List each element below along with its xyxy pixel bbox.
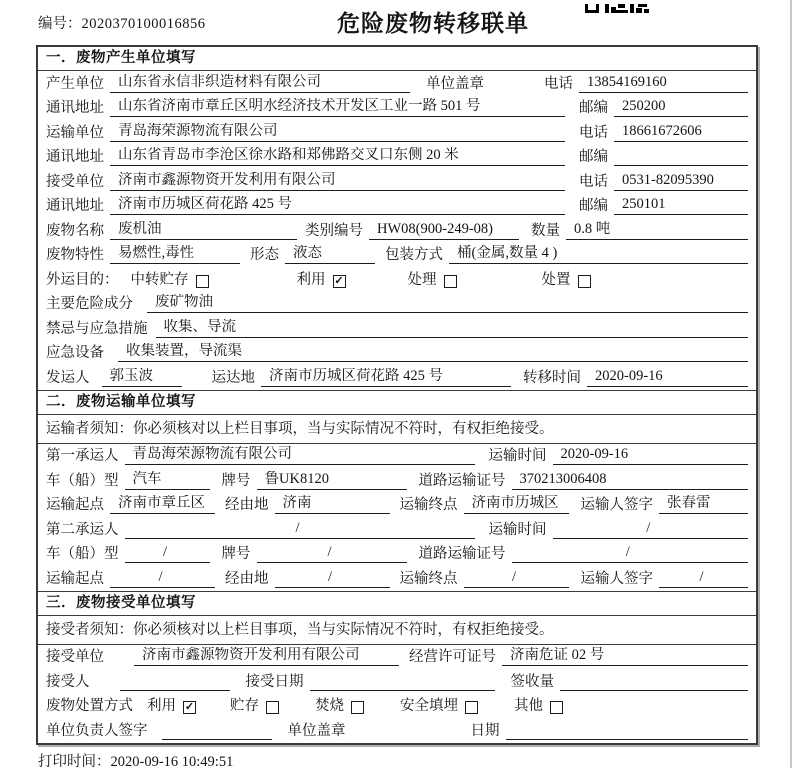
form-row: [38, 169, 756, 194]
section-3: [38, 591, 756, 743]
field-label: 车（船）型: [46, 546, 119, 562]
field-label: 运输起点: [46, 497, 104, 513]
field-label: 运输终点: [399, 497, 458, 513]
field-value: 山东省济南市章丘区明水经济技术开发区工业一路 501 号: [110, 98, 565, 117]
field-label: 邮编: [579, 100, 608, 116]
checkbox-checked-icon: ✓: [334, 274, 344, 287]
form-row: [38, 493, 756, 518]
checkbox-unchecked-icon: [266, 701, 279, 714]
print-time-value: 2020-09-16 10:49:51: [110, 754, 234, 770]
form-row: [38, 542, 756, 567]
field-label: 废物特性: [46, 247, 104, 263]
field-value: 山东省永信非织造材料有限公司: [110, 74, 410, 93]
field-value: 液态: [285, 245, 375, 264]
form-row: [38, 444, 756, 469]
form-row: [38, 694, 756, 719]
field-value: [614, 149, 748, 166]
field-label: 产生单位: [46, 75, 104, 92]
form-row: [38, 267, 756, 292]
checkbox-label: 中转贮存: [130, 271, 189, 288]
section-notice: 运输者须知：你必须核对以上栏目事项，当与实际情况不符时，有权拒绝接受。: [38, 415, 756, 444]
form-row: [38, 292, 756, 317]
field-value: 0.8 吨: [566, 221, 748, 240]
checkbox-unchecked-icon: [444, 275, 457, 288]
field-label: 禁忌与应急措施: [46, 320, 148, 337]
checkbox-unchecked-icon: [578, 275, 591, 288]
form-row: [38, 243, 756, 268]
field-label: 单位负责人签字: [46, 722, 148, 739]
field-value: 废矿物油: [147, 294, 748, 313]
field-value: /: [257, 544, 407, 563]
form-row: [38, 341, 756, 366]
field-value: [560, 674, 748, 691]
field-label: 接受日期: [245, 673, 304, 690]
field-value: 青岛海荣源物流有限公司: [125, 446, 475, 465]
field-label: 单位盖章: [287, 722, 346, 739]
checkbox-unchecked-icon: [351, 701, 364, 714]
section-heading: 二．废物运输单位填写: [38, 391, 756, 415]
section-heading: 三．废物接受单位填写: [38, 592, 756, 616]
field-label: 邮编: [579, 198, 608, 214]
field-label: 电话: [544, 75, 573, 92]
field-value: 370213006408: [512, 471, 749, 490]
form-row: [38, 71, 756, 96]
checkbox-label: 焚烧: [315, 698, 344, 714]
field-label: 应急设备: [46, 345, 104, 361]
field-value: 济南市鑫源物资开发利用有限公司: [110, 172, 565, 191]
field-label: 外运目的：: [46, 271, 119, 288]
field-value: 汽车: [125, 471, 210, 490]
field-label: 第二承运人: [46, 521, 119, 538]
form-box: [36, 45, 758, 745]
field-value: [162, 723, 272, 740]
field-label: 电话: [579, 173, 608, 190]
field-value: 18661672606: [614, 123, 748, 142]
field-label: 签收量: [510, 673, 554, 690]
field-label: 通讯地址: [46, 100, 104, 116]
field-value: /: [512, 544, 749, 563]
checkbox-label: 处理: [407, 271, 437, 288]
form-row: [38, 669, 756, 694]
field-value: /: [275, 569, 390, 588]
checkbox-label: 其他: [514, 698, 543, 714]
field-value: /: [110, 569, 215, 588]
form-row: [38, 96, 756, 121]
field-value: 收集、导流: [156, 319, 749, 338]
field-value: 2020-09-16: [553, 446, 749, 465]
field-label: 经营许可证号: [409, 649, 496, 665]
field-label: 牌号: [221, 546, 251, 562]
field-label: 经由地: [225, 497, 269, 513]
field-value: 济南市鑫源物资开发利用有限公司: [134, 647, 399, 666]
field-label: 道路运输证号: [418, 546, 506, 562]
form-title: 危险废物转移联单: [337, 11, 529, 36]
checkbox-label: 安全填埋: [400, 698, 458, 714]
print-time-label: 打印时间：: [38, 754, 111, 770]
page-right-edge: [790, 0, 792, 768]
field-label: 运输时间: [488, 521, 547, 538]
section-notice: 接受者须知：你必须核对以上栏目事项，当与实际情况不符时，有权拒绝接受。: [38, 616, 756, 645]
field-label: 接受单位: [46, 649, 104, 665]
form-row: [38, 365, 756, 390]
field-label: 运输人签字: [580, 497, 653, 513]
field-label: 废物处置方式: [46, 698, 133, 714]
field-value: 250101: [614, 196, 748, 215]
serial-label: 编号：: [38, 16, 82, 32]
checkbox-unchecked-icon: [550, 701, 563, 714]
field-label: 接受单位: [46, 173, 104, 190]
field-label: 牌号: [221, 472, 251, 489]
field-value: 0531-82095390: [614, 172, 748, 191]
field-value: 张春雷: [659, 495, 748, 514]
field-value: 济南: [275, 495, 390, 514]
field-value: 郭玉波: [102, 368, 182, 387]
field-value: [310, 674, 495, 691]
field-value: /: [464, 569, 569, 588]
field-value: /: [659, 569, 748, 588]
form-row: [38, 120, 756, 145]
field-value: /: [125, 520, 475, 539]
page-header: [0, 0, 796, 42]
field-value: 收集装置，导流渠: [118, 343, 748, 362]
form-row: [38, 517, 756, 542]
field-label: 第一承运人: [46, 448, 119, 464]
field-value: 鲁UK8120: [257, 471, 407, 490]
form-row: [38, 718, 756, 743]
field-label: 运输终点: [399, 570, 458, 587]
field-label: 通讯地址: [46, 198, 104, 214]
section-1: [38, 47, 756, 390]
field-value: 废机油: [110, 221, 297, 240]
form-row: [38, 645, 756, 670]
field-label: 运达地: [211, 369, 255, 386]
field-value: [120, 674, 230, 691]
qr-code-icon: [585, 0, 649, 9]
field-label: 车（船）型: [46, 472, 119, 489]
form-row: [38, 468, 756, 493]
field-label: 通讯地址: [46, 149, 104, 165]
field-label: 运输时间: [488, 448, 547, 464]
field-value: HW08(900-249-08): [369, 221, 519, 240]
field-value: 2020-09-16: [587, 368, 748, 387]
form-row: [38, 566, 756, 591]
form-row: [38, 316, 756, 341]
field-label: 经由地: [225, 570, 269, 587]
field-label: 日期: [470, 722, 500, 739]
checkbox-label: 处置: [541, 271, 571, 288]
field-label: 邮编: [579, 149, 608, 165]
section-2: [38, 390, 756, 591]
form-row: [38, 218, 756, 243]
field-label: 接受人: [46, 673, 90, 690]
field-value: 青岛海荣源物流有限公司: [110, 123, 565, 142]
field-label: 形态: [250, 247, 279, 263]
checkbox-unchecked-icon: [465, 701, 478, 714]
field-value: /: [125, 544, 210, 563]
field-value: 济南市历城区荷花路 425 号: [110, 196, 565, 215]
field-value: 山东省青岛市李沧区徐水路和郑佛路交叉口东侧 20 米: [110, 147, 565, 166]
field-value: 易燃性,毒性: [110, 245, 240, 264]
field-label: 类别编号: [305, 222, 363, 239]
field-label: 电话: [579, 124, 608, 141]
form-row: [38, 145, 756, 170]
field-value: 济南市历城区: [464, 495, 569, 514]
checkbox-label: 贮存: [230, 698, 259, 714]
field-value: 250200: [614, 98, 748, 117]
field-label: 道路运输证号: [418, 472, 506, 489]
field-label: 发运人: [46, 369, 90, 386]
field-label: 废物名称: [46, 222, 104, 239]
checkbox-label: 利用: [147, 698, 176, 714]
field-value: [506, 723, 749, 740]
field-label: 单位盖章: [426, 75, 484, 92]
field-label: 转移时间: [523, 369, 581, 386]
field-label: 主要危险成分: [46, 296, 133, 312]
checkbox-label: 利用: [296, 271, 326, 288]
checkbox-checked-icon: ✓: [184, 701, 195, 713]
field-label: 运输人签字: [580, 570, 653, 587]
field-value: 济南危证 02 号: [502, 647, 748, 666]
field-label: 运输单位: [46, 124, 104, 141]
field-value: 济南市章丘区: [110, 495, 215, 514]
field-value: 桶(金属,数量 4 ): [449, 245, 748, 264]
field-label: 数量: [531, 222, 560, 239]
field-value: /: [553, 520, 749, 539]
section-heading: 一．废物产生单位填写: [38, 47, 756, 71]
checkbox-unchecked-icon: [196, 275, 209, 288]
field-label: 运输起点: [46, 570, 104, 587]
field-value: 13854169160: [579, 74, 748, 93]
form-row: [38, 194, 756, 219]
field-label: 包装方式: [385, 247, 443, 263]
serial-number: 2020370100016856: [81, 16, 206, 32]
field-value: 济南市历城区荷花路 425 号: [261, 368, 511, 387]
